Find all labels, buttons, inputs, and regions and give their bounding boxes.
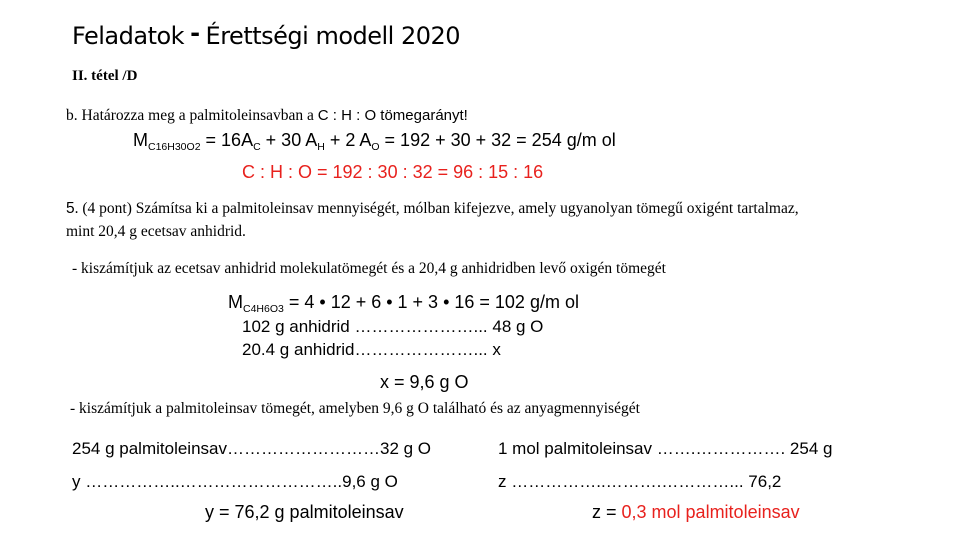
mm-sub-c: C xyxy=(253,141,261,153)
final-left-result: y = 76,2 g palmitoleinsav xyxy=(205,502,404,522)
final-right-result-value: 0,3 mol palmitoleinsav xyxy=(621,502,800,522)
task5-line1 xyxy=(66,200,799,218)
mm-part-1: = 16A xyxy=(200,130,254,150)
mm2-symbol: M xyxy=(228,292,243,312)
part-b-prompt-sans: C : H : O tömegarányt! xyxy=(317,107,468,124)
final-right-line2: z ……………..……….…………... 76,2 xyxy=(498,472,782,491)
mm-sub-h: H xyxy=(317,141,325,153)
part-b-prompt-serif: b. Határozza meg a palmitoleinsavban a xyxy=(66,107,318,124)
task5-step2: - kiszámítjuk a palmitoleinsav tömegét, amelyben 9,6 g O található és az anyagmennyiségét xyxy=(70,400,640,417)
mm-part-3: + 2 A xyxy=(324,130,372,150)
mm-part-4: = 192 + 30 + 32 = 254 g/m ol xyxy=(379,130,616,150)
final-right-line1: 1 mol palmitoleinsav …….……………. 254 g xyxy=(498,439,833,458)
task5-number: 5 xyxy=(66,200,75,217)
task5-line1-text: . (4 pont) Számítsa ki a palmitoleinsav mennyiségét, mólban kifejezve, amely ugyanolyan tömegű oxigént tartalmaz, xyxy=(74,200,799,217)
page-title xyxy=(72,19,461,50)
section-subtitle: II. tétel /D xyxy=(72,68,138,84)
part-b-prompt xyxy=(66,107,468,125)
final-right-result xyxy=(592,502,800,523)
title-sub: Érettségi modell 2020 xyxy=(205,22,461,50)
task5-molar-mass xyxy=(228,292,579,315)
task5-step1: - kiszámítjuk az ecetsav anhidrid molekulatömegét és a 20,4 g anhidridben levő oxigén tömegét xyxy=(72,260,666,277)
title-main: Feladatok xyxy=(72,22,185,50)
mm-symbol: M xyxy=(133,130,148,150)
mm-sub-o: O xyxy=(371,141,380,153)
mm2-rest: = 4 • 12 + 6 • 1 + 3 • 16 = 102 g/m ol xyxy=(283,292,579,312)
part-b-ratio: C : H : O = 192 : 30 : 32 = 96 : 15 : 16 xyxy=(242,162,544,182)
final-left-line1: 254 g palmitoleinsav………………………32 g O xyxy=(72,439,432,458)
mm-part-2: + 30 A xyxy=(260,130,318,150)
final-left-line2: y ……………..………………………..9,6 g O xyxy=(72,472,398,491)
task5-result-x: x = 9,6 g O xyxy=(380,372,469,392)
task5-proportion-2: 20.4 g anhidrid…………………... x xyxy=(242,340,501,359)
final-right-result-prefix: z = xyxy=(592,502,622,522)
task5-line2: mint 20,4 g ecetsav anhidrid. xyxy=(66,223,246,240)
task5-proportion-1: 102 g anhidrid …………………... 48 g O xyxy=(242,317,544,336)
mm2-formula: C4H6O3 xyxy=(243,303,284,315)
mm-formula: C16H30O2 xyxy=(148,141,201,153)
title-dash: - xyxy=(190,19,200,47)
part-b-molar-mass xyxy=(133,130,616,153)
